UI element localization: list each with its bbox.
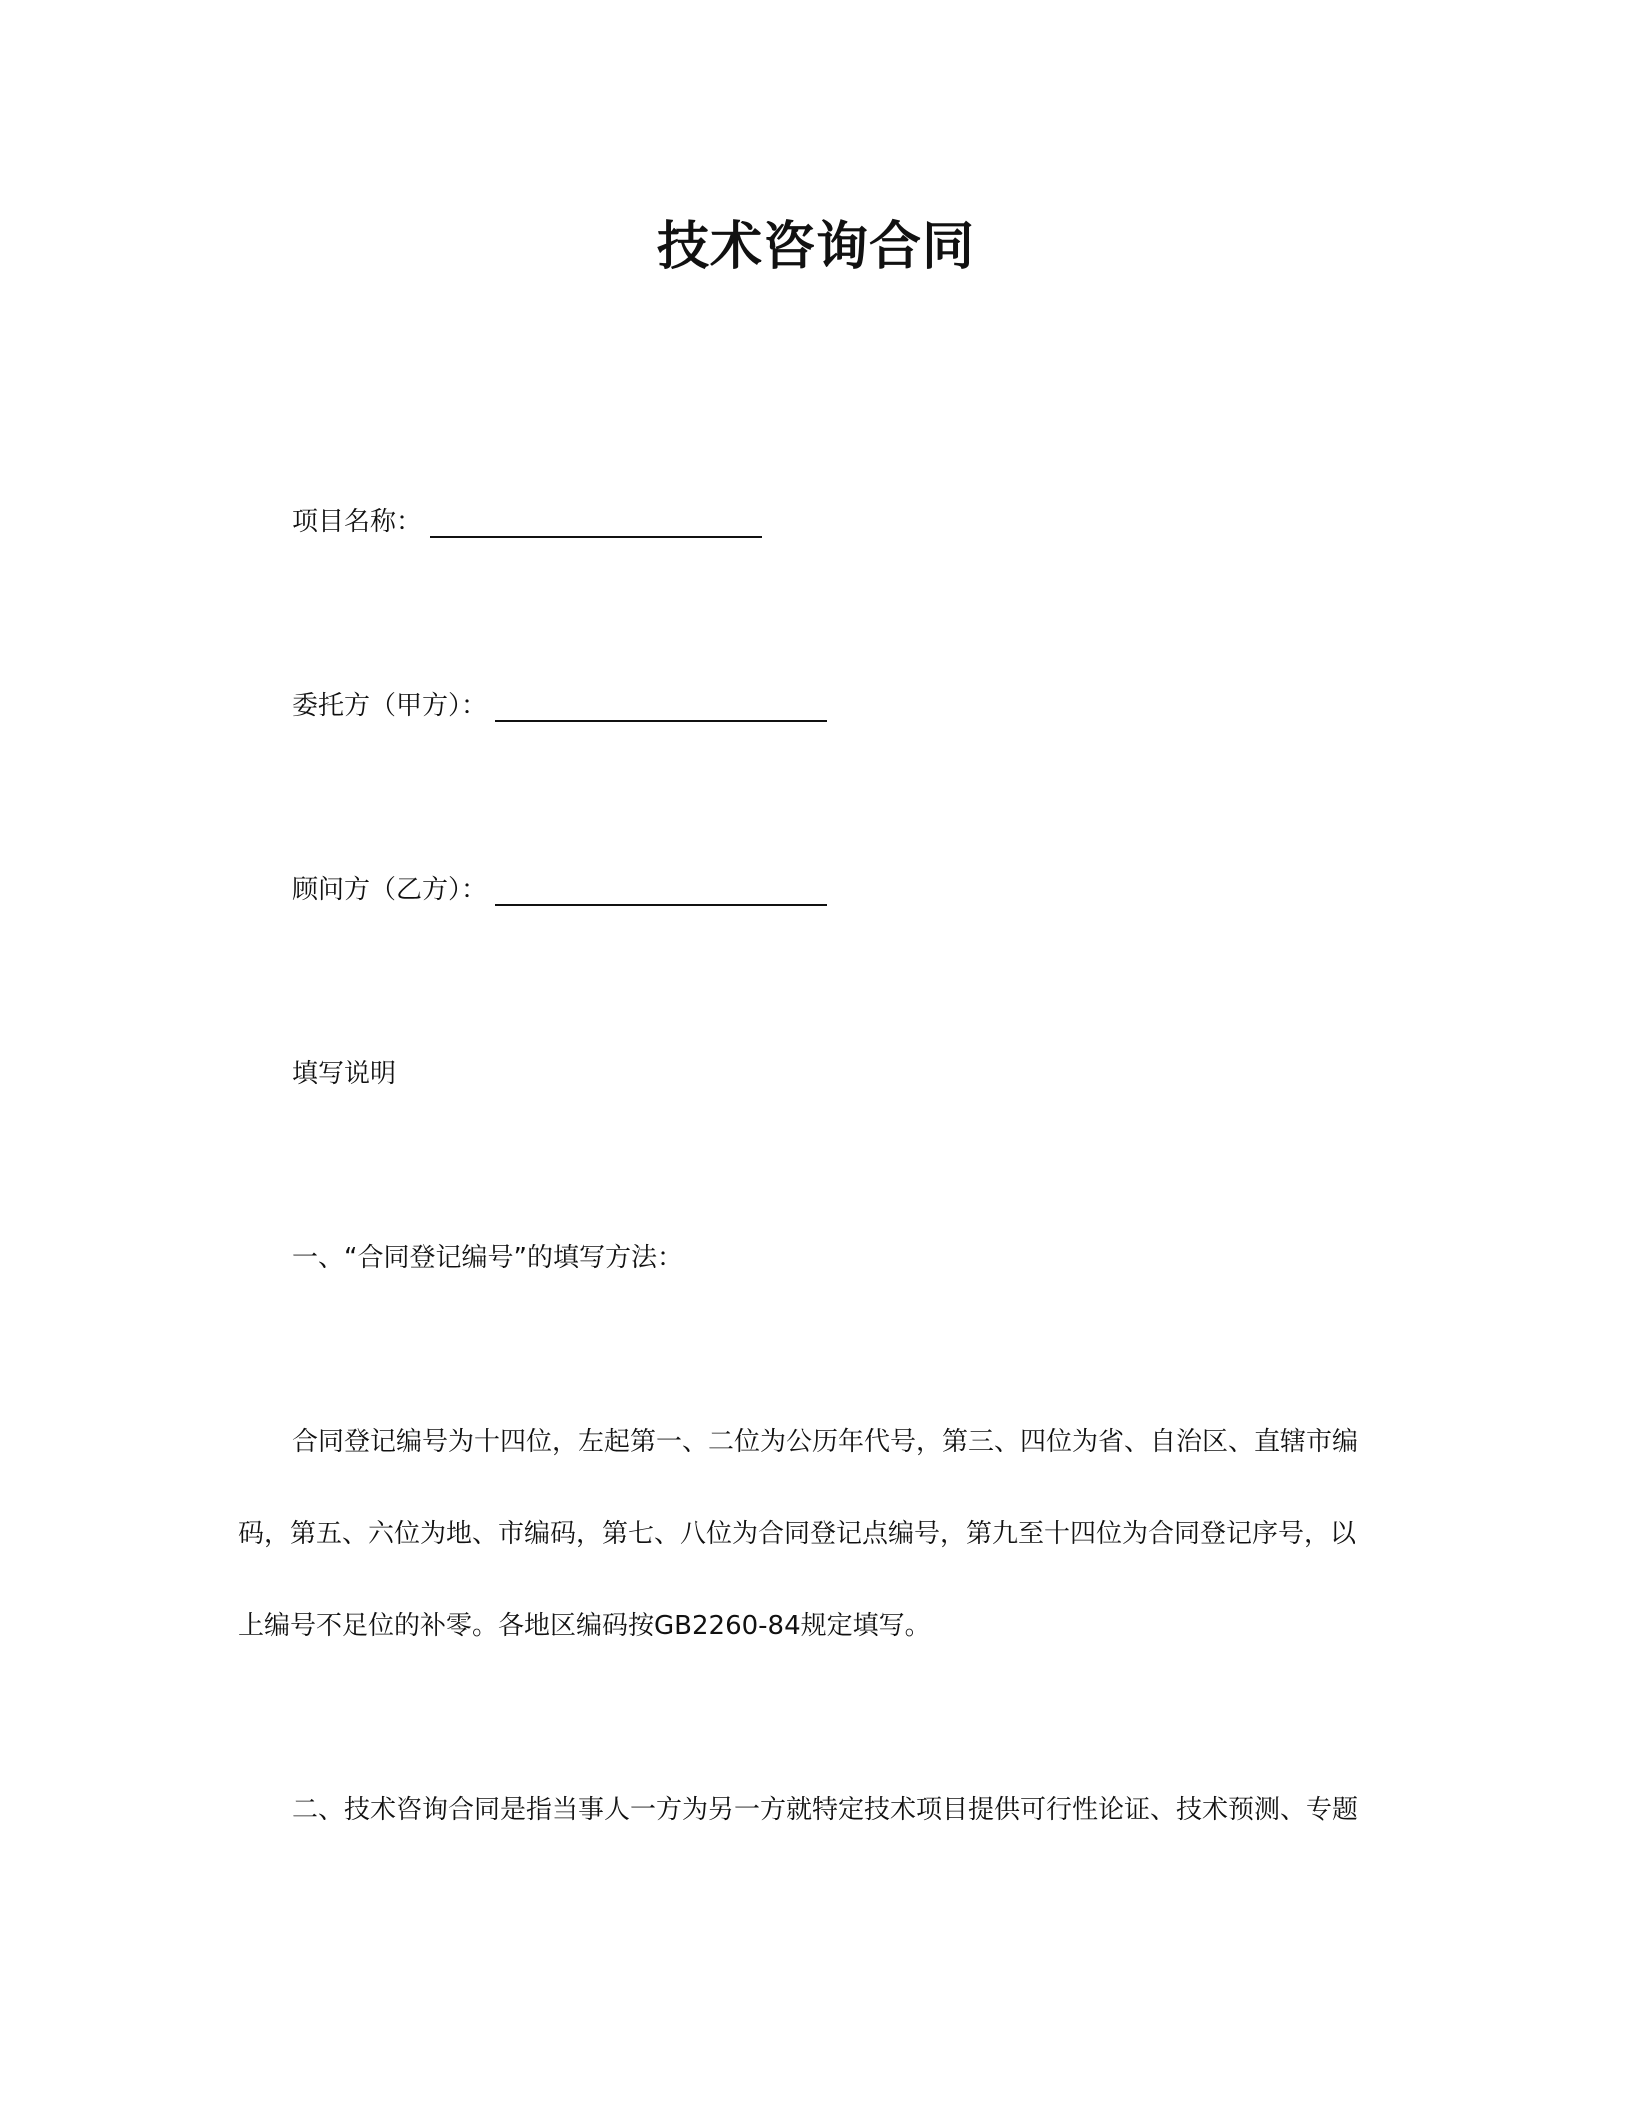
section1-paragraph-line: 合同登记编号为十四位，左起第一、二位为公历年代号，第三、四位为省、自治区、直辖市编 (292, 1427, 1359, 1457)
document-title: 技术咨询合同 (656, 217, 975, 277)
consultant-party-field (292, 870, 827, 910)
project-name-field (292, 502, 762, 542)
client-party-label: 委托方（甲方）： (292, 691, 488, 721)
client-party-field (292, 686, 827, 726)
section1-paragraph-line: 码，第五、六位为地、市编码，第七、八位为合同登记点编号，第九至十四位为合同登记序号，以 (238, 1519, 1357, 1549)
instructions-heading: 填写说明 (292, 1059, 397, 1089)
consultant-party-label: 顾问方（乙方）： (292, 875, 488, 905)
section1-heading: 一、“合同登记编号”的填写方法： (292, 1243, 683, 1273)
project-name-blank-line[interactable] (430, 508, 762, 538)
section2-paragraph-line: 二、技术咨询合同是指当事人一方为另一方就特定技术项目提供可行性论证、技术预测、专题 (292, 1795, 1359, 1825)
consultant-party-blank-line[interactable] (495, 876, 827, 906)
client-party-blank-line[interactable] (495, 692, 827, 722)
project-name-label: 项目名称： (292, 507, 423, 537)
section1-paragraph-line: 上编号不足位的补零。各地区编码按GB2260-84规定填写。 (238, 1611, 931, 1641)
